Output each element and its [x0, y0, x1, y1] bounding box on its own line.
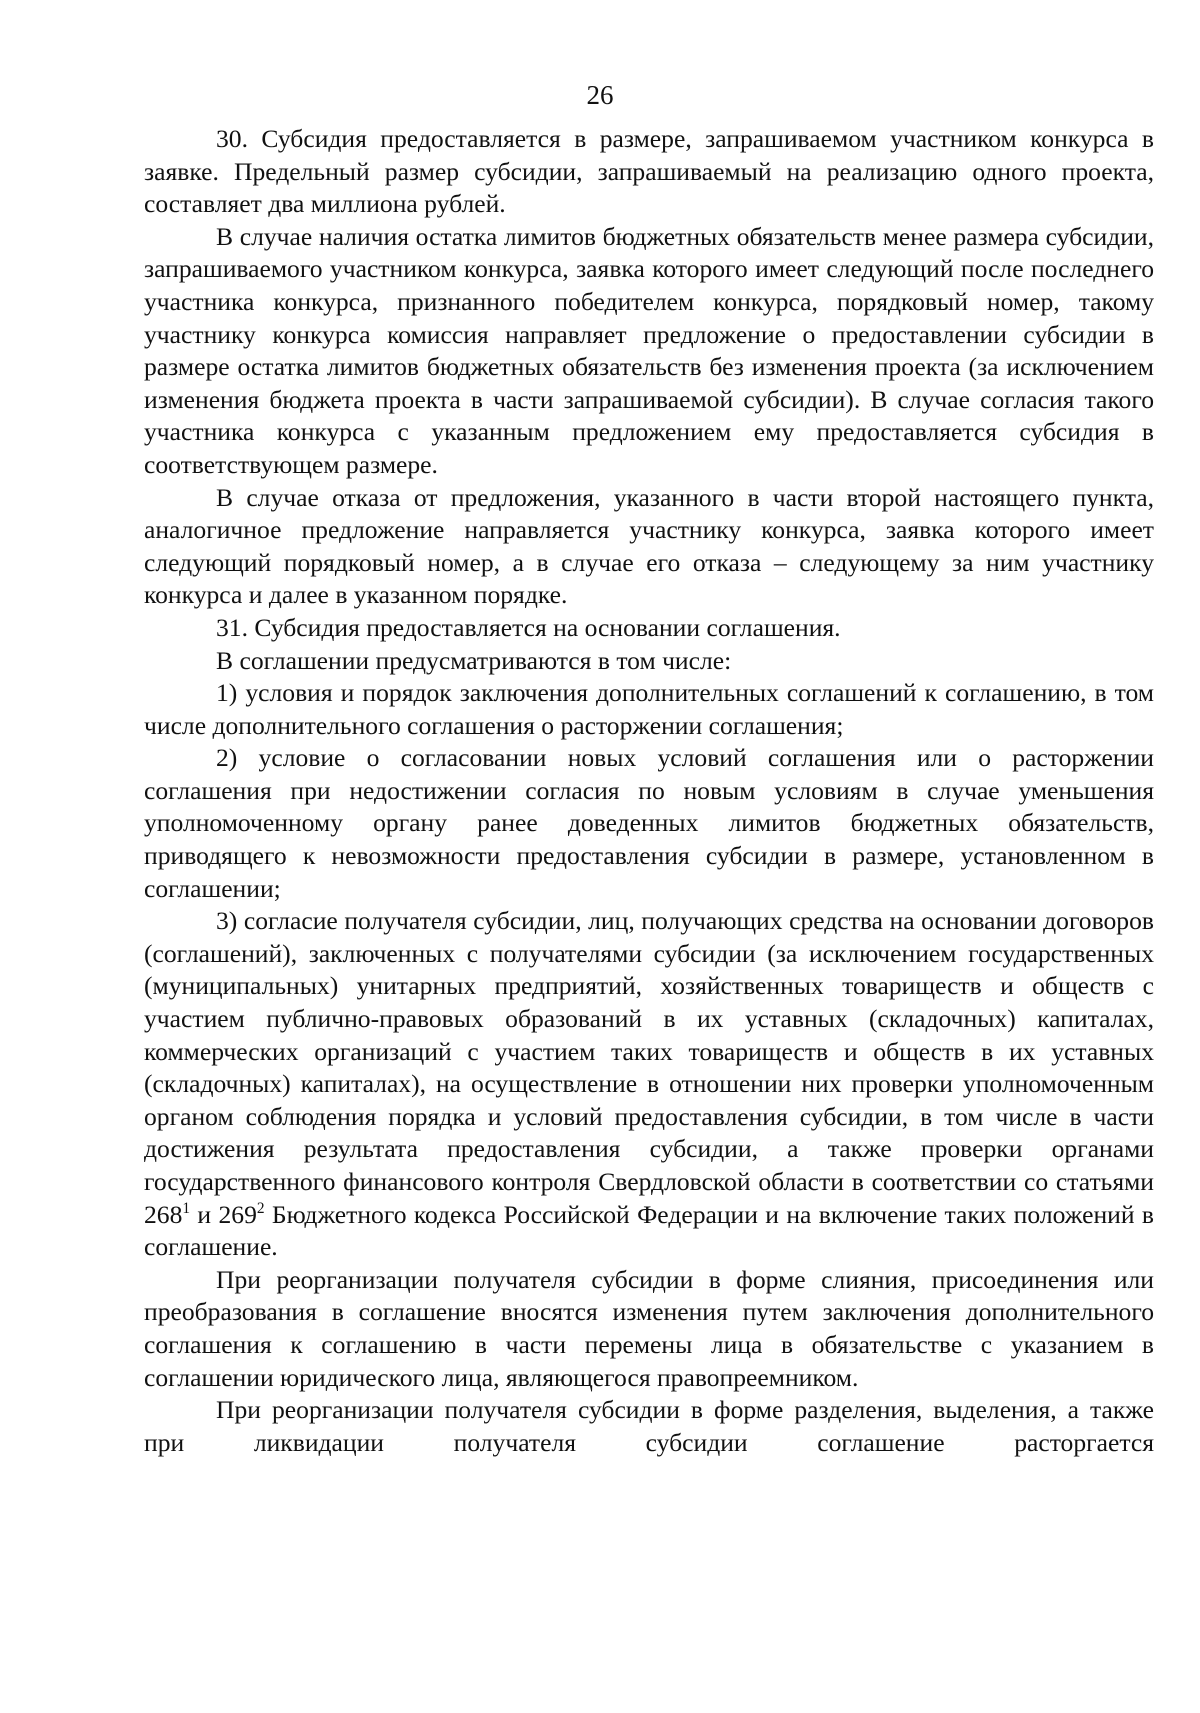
paragraph-30: 30. Субсидия предоставляется в размере, запрашиваемом участником конкурса в заявке. Предельный размер субсидии, запрашиваемый на реализацию одного проекта, составляет два миллиона рублей. — [144, 124, 1154, 219]
page-number: 26 — [586, 80, 614, 110]
list-item-3-text-middle: и 269 — [190, 1199, 257, 1229]
list-item-2: 2) условие о согласовании новых условий соглашения или о расторжении соглашения при недостижении согласия по новым условиям в случае уменьшения уполномоченному органу ранее доведенных лимитов бюджетных обязательств, приводящего к невозможности предоставления субсидии в размере, установленном в соглашении; — [144, 743, 1154, 903]
superscript-1: 1 — [182, 1199, 191, 1217]
list-item-3-text-end: Бюджетного кодекса Российской Федерации и на включение таких положений в соглашение. — [144, 1199, 1154, 1262]
list-item-1: 1) условия и порядок заключения дополнительных соглашений к соглашению, в том числе дополнительного соглашения о расторжении соглашения; — [144, 678, 1154, 740]
superscript-2: 2 — [256, 1199, 265, 1217]
paragraph-reorganization-division: При реорганизации получателя субсидии в форме разделения, выделения, а также при ликвидации получателя субсидии соглашение расторгается — [144, 1395, 1154, 1457]
paragraph-refusal: В случае отказа от предложения, указанного в части второй настоящего пункта, аналогичное предложение направляется участнику конкурса, заявка которого имеет следующий порядковый номер, а в случае его отказа – следующему за ним участнику конкурса и далее в указанном порядке. — [144, 482, 1154, 610]
paragraph-reorganization-merger: При реорганизации получателя субсидии в форме слияния, присоединения или преобразования в соглашение вносятся изменения путем заключения дополнительного соглашения к соглашению в части перемены лица в обязательстве с указанием в соглашении юридического лица, являющегося правопреемником. — [144, 1264, 1154, 1392]
paragraph-agreement-provisions: В соглашении предусматриваются в том числе: — [216, 645, 732, 675]
paragraph-remaining-limits: В случае наличия остатка лимитов бюджетных обязательств менее размера субсидии, запрашиваемого участником конкурса, заявка которого имеет следующий после последнего участника конкурса, признанного победителем конкурса, порядковый номер, такому участнику конкурса комиссия направляет предложение о предоставлении субсидии в размере остатка лимитов бюджетных обязательств без изменения проекта (за исключением изменения бюджета проекта в части запрашиваемой субсидии). В случае согласия такого участника конкурса с указанным предложением ему предоставляется субсидия в соответствующем размере. — [144, 221, 1154, 479]
document-body — [144, 123, 1154, 1459]
list-item-3 — [144, 905, 1154, 1264]
list-item-3-text: 3) согласие получателя субсидии, лиц, получающих средства на основании договоров (соглашений), заключенных с получателями субсидии (за исключением государственных (муниципальных) унитарных предприятий, хозяйственных товариществ и обществ с участием публично-правовых образований в их уставных (складочных) капиталах, коммерческих организаций с участием таких товариществ и обществ в их уставных (складочных) капиталах), на осуществление в отношении них проверки уполномоченным органом соблюдения порядка и условий предоставления субсидии, в том числе в части достижения результата предоставления субсидии, а также проверки органами государственного финансового контроля Свердловской области в соответствии со статьями 268 — [144, 906, 1154, 1229]
paragraph-31: 31. Субсидия предоставляется на основании соглашения. — [216, 612, 841, 642]
